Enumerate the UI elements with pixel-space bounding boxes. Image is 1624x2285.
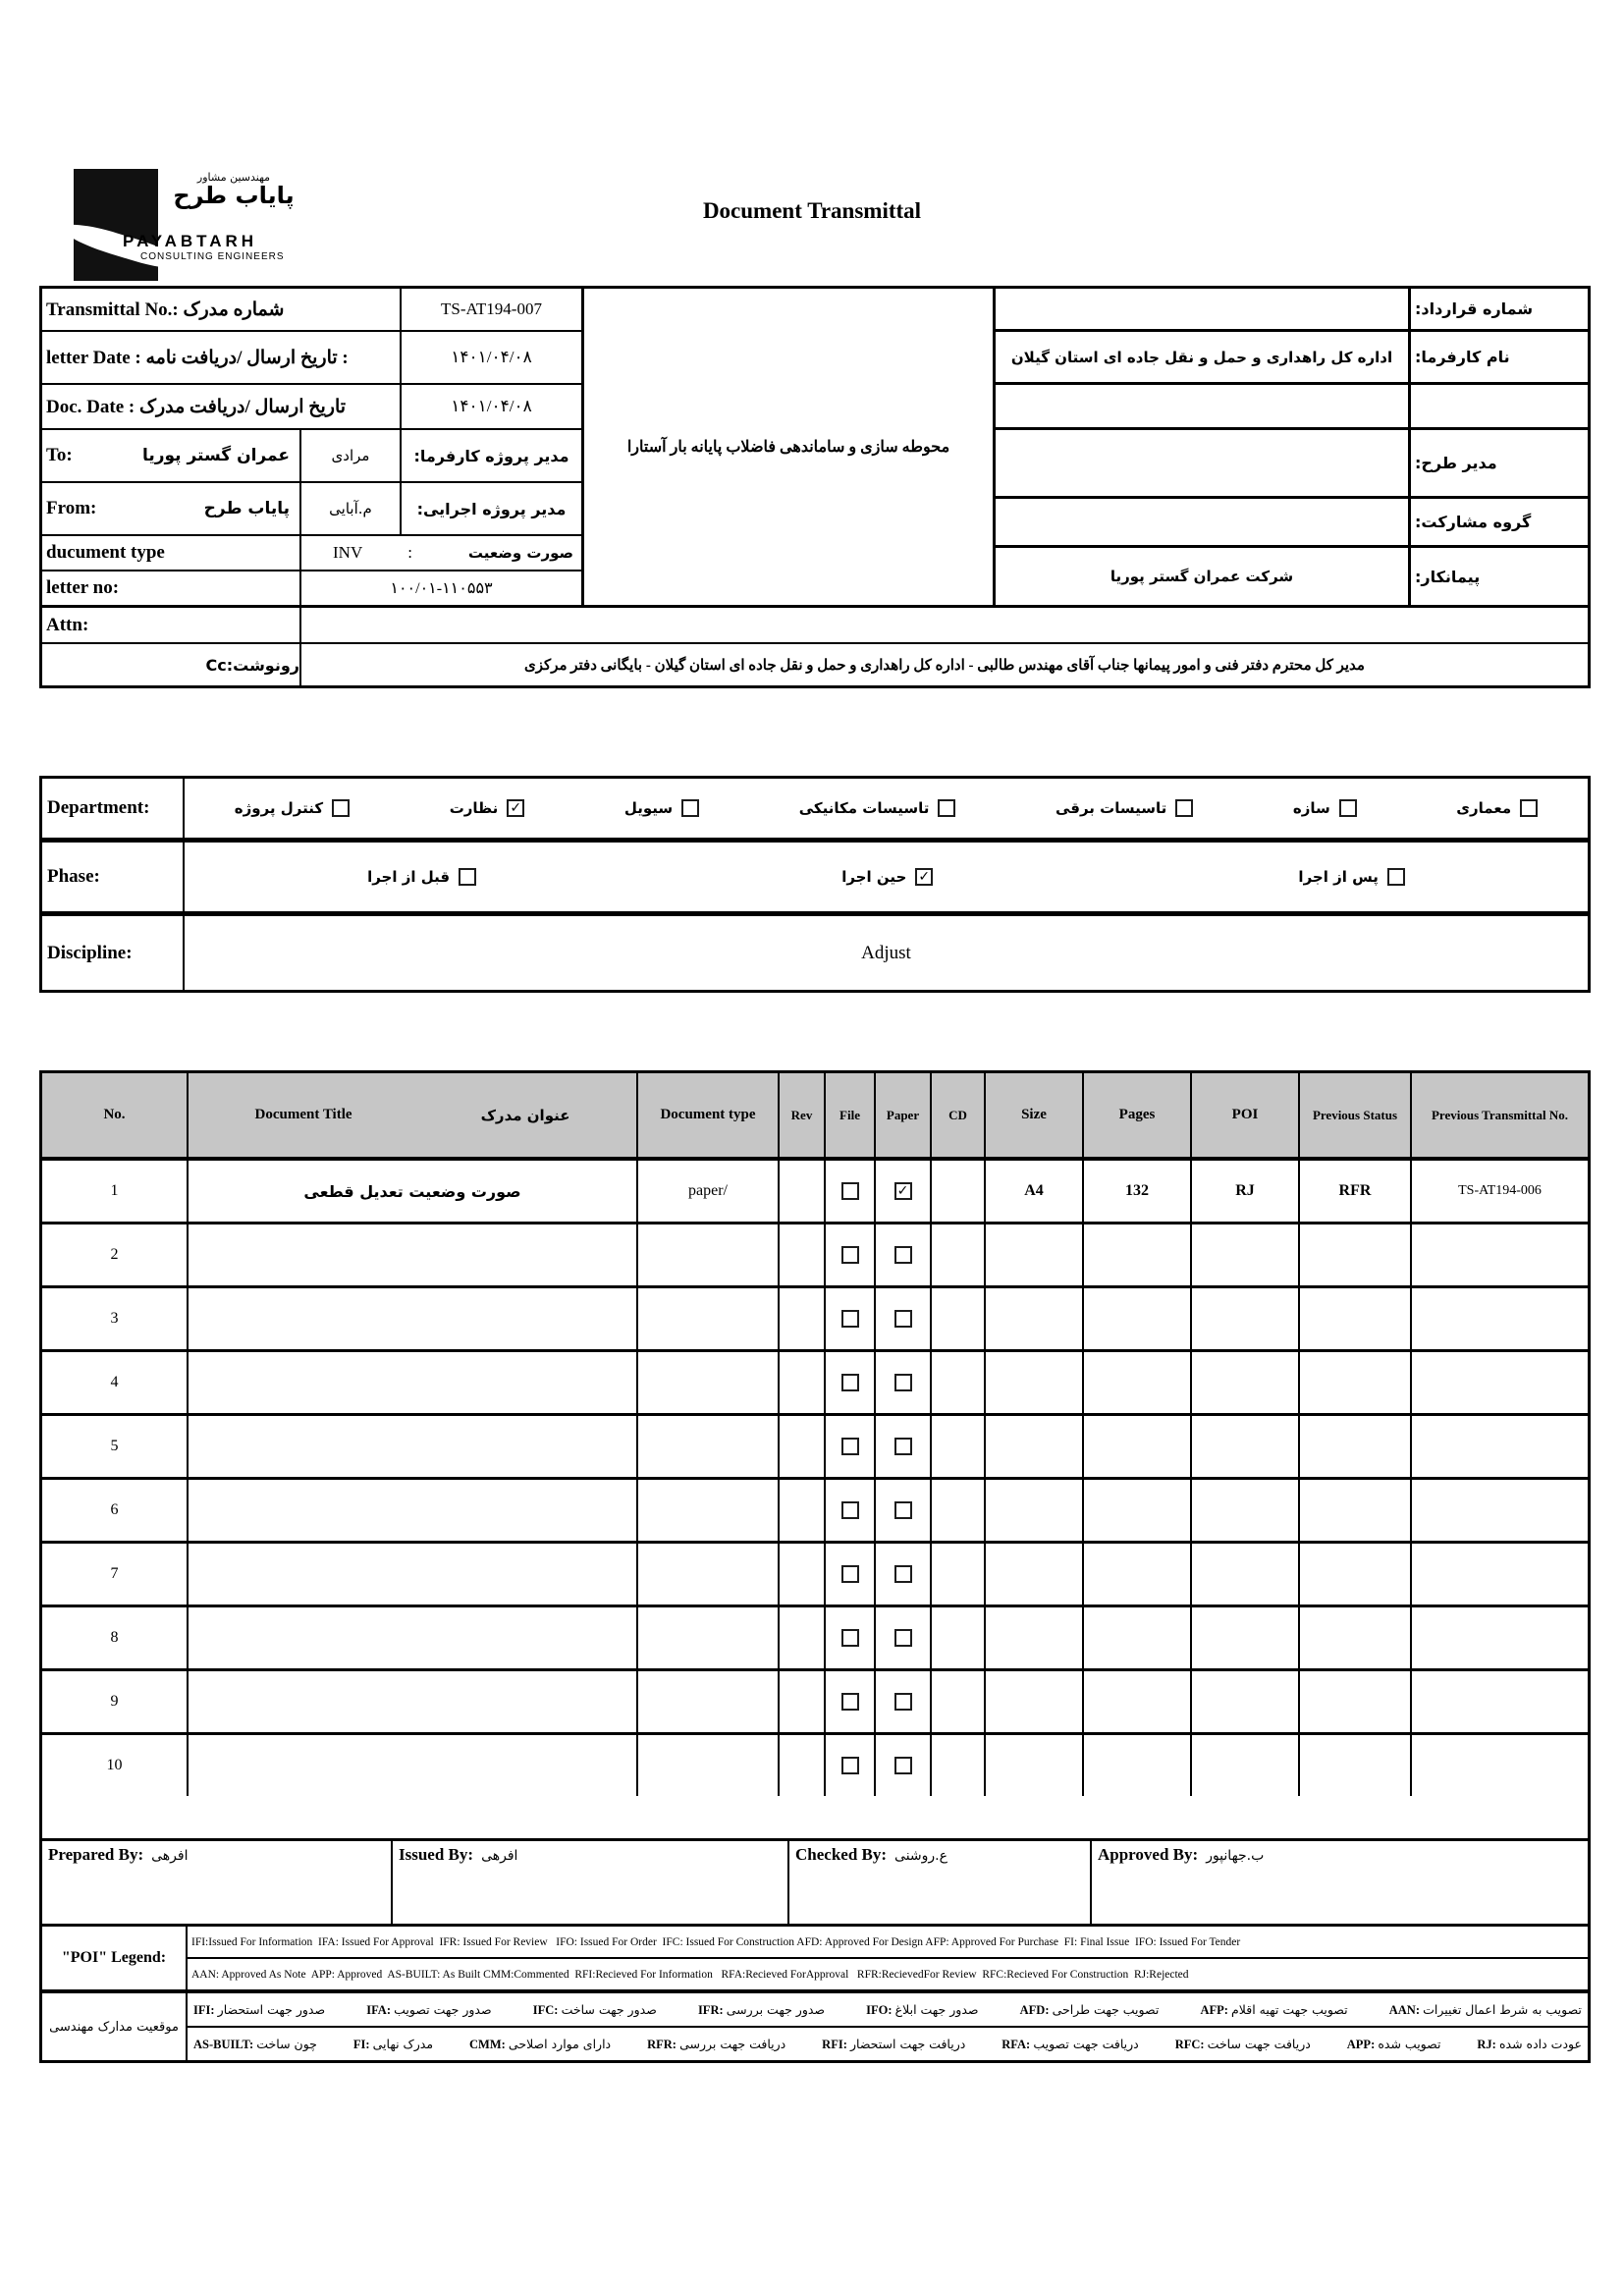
- cell-pages: [1084, 1224, 1192, 1285]
- file-checkbox[interactable]: [841, 1246, 859, 1264]
- contract-label: گروه مشارکت:: [1408, 499, 1588, 545]
- to-role-label: مدیر پروژه کارفرما:: [413, 446, 569, 465]
- cell-rev: [780, 1671, 826, 1732]
- prepared-by-label: Prepared By:: [48, 1845, 144, 1864]
- cell-rev: [780, 1480, 826, 1541]
- contract-row: [996, 430, 1588, 499]
- cell-cd: [932, 1671, 986, 1732]
- approved-by-label: Approved By:: [1098, 1845, 1199, 1864]
- cell-title: [189, 1735, 638, 1796]
- cell-rev: [780, 1544, 826, 1605]
- cell-prev-status: [1300, 1735, 1412, 1796]
- fa-legend-line2: [188, 2028, 1588, 2060]
- table-row: [42, 1671, 1588, 1735]
- fa-legend-item: CMM: دارای موارد اصلاحی: [469, 2036, 612, 2051]
- header-title-fa: عنوان مدرک: [480, 1106, 570, 1124]
- contract-label: پیمانکار:: [1408, 548, 1588, 605]
- cell-no: 3: [42, 1288, 189, 1349]
- cell-file: [826, 1416, 876, 1477]
- contract-label: نام کارفرما:: [1408, 332, 1588, 382]
- table-row: [42, 1735, 1588, 1796]
- transmittal-no-label: Transmittal No.: شماره مدرک: [42, 289, 402, 330]
- doc-date-label: Doc. Date : تاریخ ارسال /دریافت مدرک: [42, 385, 402, 428]
- cell-file: [826, 1224, 876, 1285]
- cell-file: [826, 1480, 876, 1541]
- contract-value: [996, 385, 1408, 427]
- cell-file: [826, 1288, 876, 1349]
- department-checkbox[interactable]: [1175, 799, 1193, 817]
- cell-type: paper/: [638, 1161, 780, 1222]
- contract-row: [996, 499, 1588, 548]
- cell-type: [638, 1288, 780, 1349]
- fa-legend-item: RFC: دریافت جهت ساخت: [1174, 2036, 1311, 2051]
- cell-prev-status: [1300, 1352, 1412, 1413]
- contract-row: [996, 332, 1588, 385]
- cell-rev: [780, 1607, 826, 1668]
- cell-file: [826, 1607, 876, 1668]
- cell-no: 8: [42, 1607, 189, 1668]
- contract-value: [996, 289, 1408, 329]
- document-type-fa: صورت وضعیت: [467, 544, 573, 562]
- company-logo: [74, 165, 368, 288]
- department-item: [1056, 799, 1193, 817]
- cell-type: [638, 1224, 780, 1285]
- file-checkbox[interactable]: [841, 1374, 859, 1391]
- checkbox-label: پس از اجرا: [1298, 868, 1379, 886]
- cell-no: 9: [42, 1671, 189, 1732]
- cell-file: [826, 1671, 876, 1732]
- file-checkbox[interactable]: [841, 1693, 859, 1711]
- cell-poi: [1192, 1671, 1300, 1732]
- contract-row: [996, 385, 1588, 430]
- cell-paper: [876, 1416, 932, 1477]
- table-row: [42, 1161, 1588, 1224]
- cell-prev-transmittal: [1412, 1288, 1588, 1349]
- checkbox-label: قبل از اجرا: [367, 868, 451, 886]
- table-row: [42, 1352, 1588, 1416]
- cell-pages: [1084, 1416, 1192, 1477]
- document-type-value: INV: [333, 543, 363, 562]
- cell-prev-transmittal: [1412, 1544, 1588, 1605]
- file-checkbox[interactable]: [841, 1757, 859, 1774]
- file-checkbox[interactable]: [841, 1438, 859, 1455]
- cell-poi: [1192, 1224, 1300, 1285]
- cell-prev-transmittal: [1412, 1352, 1588, 1413]
- logo-fa-tagline: مهندسین مشاور: [196, 171, 271, 184]
- cell-file: [826, 1352, 876, 1413]
- poi-legend-line1: IFI:Issued For Information IFA: Issued For Approval IFR: Issued For Review IFO: Issued For Order IFC: Issued For Construction AFD: Approved For Design AFP: Approved For Purchase FI: Final Issue IFO: Issued For Tender: [188, 1927, 1588, 1959]
- cell-cd: [932, 1352, 986, 1413]
- cell-paper: [876, 1161, 932, 1222]
- contract-value: شرکت عمران گستر پوریا: [1110, 568, 1294, 585]
- cell-type: [638, 1544, 780, 1605]
- file-checkbox[interactable]: [841, 1565, 859, 1583]
- cell-title: [189, 1671, 638, 1732]
- cell-rev: [780, 1352, 826, 1413]
- cell-file: [826, 1161, 876, 1222]
- from-role-label: مدیر پروژه اجرایی:: [416, 499, 567, 518]
- paper-checkbox[interactable]: [894, 1374, 912, 1391]
- cell-prev-transmittal: [1412, 1671, 1588, 1732]
- logo-en-tagline: CONSULTING ENGINEERS: [140, 251, 285, 262]
- cell-paper: [876, 1352, 932, 1413]
- cell-prev-transmittal: TS-AT194-006: [1458, 1183, 1542, 1198]
- paper-checkbox[interactable]: [894, 1438, 912, 1455]
- cell-type: [638, 1735, 780, 1796]
- cell-cd: [932, 1224, 986, 1285]
- cell-pages: [1084, 1352, 1192, 1413]
- cell-poi: [1192, 1352, 1300, 1413]
- poi-legend: [42, 1927, 1588, 1989]
- cell-no: 1: [42, 1161, 189, 1222]
- table-row: [42, 1288, 1588, 1352]
- document-type-label: ducument type: [42, 536, 301, 570]
- checkbox-label: کنترل پروژه: [234, 799, 324, 817]
- cell-type: [638, 1352, 780, 1413]
- checkbox-label: نظارت: [449, 799, 499, 817]
- project-title-cell: [581, 289, 996, 605]
- cell-poi: [1192, 1607, 1300, 1668]
- header-title-en: Document Title: [254, 1107, 352, 1122]
- cell-size: [986, 1735, 1084, 1796]
- classification-table: [39, 776, 1591, 993]
- fa-legend-item: RJ: عودت داده شده: [1477, 2036, 1582, 2051]
- header-poi: POI: [1192, 1073, 1300, 1157]
- cell-prev-transmittal: [1412, 1224, 1588, 1285]
- fa-legend-item: IFA: صدور جهت تصویب: [366, 2001, 492, 2017]
- cc-label: رونوشت:Cc: [42, 644, 301, 685]
- to-person: مرادی: [301, 430, 402, 481]
- table-row: [42, 1607, 1588, 1671]
- fa-legend-item: AAN: تصویب به شرط اعمال تغییرات: [1388, 2001, 1582, 2017]
- cell-prev-status: [1300, 1416, 1412, 1477]
- letter-date-value: ۱۴۰۱/۰۴/۰۸: [451, 348, 532, 366]
- document-table-body: [42, 1161, 1588, 1796]
- fa-legend-item: IFI: صدور جهت استحضار: [193, 2001, 326, 2017]
- department-item: [235, 799, 350, 817]
- department-item: [450, 799, 525, 817]
- checkbox-label: معماری: [1456, 799, 1512, 817]
- approved-by-name: ب.جهانپور: [1206, 1848, 1265, 1864]
- cell-poi: [1192, 1288, 1300, 1349]
- cell-size: [986, 1607, 1084, 1668]
- to-value: عمران گستر پوریا: [141, 446, 290, 465]
- prepared-by-cell: [42, 1841, 393, 1924]
- cell-paper: [876, 1544, 932, 1605]
- cell-size: [986, 1224, 1084, 1285]
- checkbox-label: حین اجرا: [841, 868, 907, 886]
- cell-cd: [932, 1607, 986, 1668]
- cell-prev-status: [1300, 1288, 1412, 1349]
- contract-row: [996, 289, 1588, 332]
- cell-cd: [932, 1480, 986, 1541]
- cell-title: [189, 1607, 638, 1668]
- cell-cd: [932, 1735, 986, 1796]
- fa-legend: [42, 1989, 1588, 2060]
- letter-no-value: ۱۰۰/۰۱-۱۱۰۵۵۳: [390, 580, 493, 597]
- paper-checkbox[interactable]: [894, 1629, 912, 1647]
- cell-pages: [1084, 1544, 1192, 1605]
- paper-checkbox[interactable]: ✓: [894, 1182, 912, 1200]
- discipline-value: Adjust: [861, 942, 911, 963]
- cell-prev-transmittal: [1412, 1607, 1588, 1668]
- cell-file: [826, 1544, 876, 1605]
- cell-size: [986, 1416, 1084, 1477]
- fa-legend-label: موقعیت مدارک مهندسی: [42, 1993, 188, 2060]
- cell-pages: [1084, 1607, 1192, 1668]
- department-item: [799, 799, 956, 817]
- header-prev-transmittal: Previous Transmittal No.: [1431, 1107, 1569, 1122]
- cell-rev: [780, 1161, 826, 1222]
- from-person: م.آبایی: [301, 483, 402, 534]
- cell-no: 7: [42, 1544, 189, 1605]
- letter-no-label: letter no:: [42, 571, 301, 605]
- header-prev-status: Previous Status: [1300, 1073, 1412, 1157]
- attn-label: Attn:: [42, 608, 301, 642]
- header-cd: CD: [932, 1073, 986, 1157]
- contract-value: [996, 499, 1408, 545]
- cell-pages: [1084, 1735, 1192, 1796]
- phase-label: Phase:: [42, 843, 185, 911]
- checkbox-label: سازه: [1292, 799, 1330, 817]
- doc-date-value: ۱۴۰۱/۰۴/۰۸: [451, 397, 532, 415]
- signature-row: [42, 1841, 1588, 1927]
- file-checkbox[interactable]: [841, 1182, 859, 1200]
- cell-type: [638, 1416, 780, 1477]
- cell-no: 6: [42, 1480, 189, 1541]
- document-table-header: [42, 1073, 1588, 1161]
- cell-poi: [1192, 1544, 1300, 1605]
- cc-value: مدیر کل محترم دفتر فنی و امور پیمانها جناب آقای مهندس طالبی - اداره کل راهداری و حمل و نقل جاده ای استان گیلان - بایگانی دفتر مرکزی: [524, 657, 1365, 674]
- contract-value: اداره کل راهداری و حمل و نقل جاده ای استان گیلان: [1010, 348, 1393, 366]
- phase-checkbox[interactable]: ✓: [915, 868, 933, 886]
- phase-checkbox[interactable]: [1387, 868, 1405, 886]
- cell-size: A4: [986, 1161, 1084, 1222]
- file-checkbox[interactable]: [841, 1310, 859, 1328]
- cell-paper: [876, 1224, 932, 1285]
- table-row: [42, 1480, 1588, 1544]
- cell-no: 2: [42, 1224, 189, 1285]
- paper-checkbox[interactable]: [894, 1565, 912, 1583]
- fa-legend-item: APP: تصویب شده: [1346, 2036, 1441, 2051]
- cell-cd: [932, 1416, 986, 1477]
- phase-checkbox[interactable]: [459, 868, 476, 886]
- fa-legend-item: IFR: صدور جهت بررسی: [697, 2001, 826, 2017]
- cell-size: [986, 1480, 1084, 1541]
- contract-label: [1408, 385, 1588, 427]
- department-label: Department:: [42, 779, 185, 838]
- department-item: [1293, 799, 1357, 817]
- cell-rev: [780, 1224, 826, 1285]
- cell-poi: [1192, 1480, 1300, 1541]
- fa-legend-item: AS-BUILT: چون ساخت: [193, 2036, 317, 2051]
- document-table: [39, 1070, 1591, 2063]
- cell-title: [189, 1224, 638, 1285]
- poi-legend-label: "POI" Legend:: [42, 1927, 188, 1989]
- cell-pages: [1084, 1288, 1192, 1349]
- from-value: پایاب طرح: [203, 499, 290, 518]
- header-pages: Pages: [1084, 1073, 1192, 1157]
- cell-type: [638, 1607, 780, 1668]
- approved-by-cell: [1092, 1841, 1588, 1924]
- checkbox-label: تاسیسات برقی: [1055, 799, 1167, 817]
- issued-by-name: افرهی: [481, 1848, 518, 1864]
- cell-title: [189, 1544, 638, 1605]
- cell-paper: [876, 1671, 932, 1732]
- fa-legend-item: RFA: دریافت جهت تصویب: [1001, 2036, 1139, 2051]
- cell-poi: [1192, 1735, 1300, 1796]
- phase-item: [841, 868, 933, 886]
- cell-prev-transmittal: [1412, 1416, 1588, 1477]
- header-file: File: [826, 1073, 876, 1157]
- checked-by-name: ع.روشنی: [894, 1848, 947, 1864]
- header-rev: Rev: [780, 1073, 826, 1157]
- cell-paper: [876, 1288, 932, 1349]
- issued-by-label: Issued By:: [399, 1845, 474, 1864]
- paper-checkbox[interactable]: [894, 1501, 912, 1519]
- cell-cd: [932, 1288, 986, 1349]
- table-empty-strip: [42, 1796, 1588, 1841]
- checkbox-label: تاسیسات مکانیکی: [798, 799, 930, 817]
- paper-checkbox[interactable]: [894, 1310, 912, 1328]
- document-type-colon: :: [407, 543, 412, 562]
- checked-by-label: Checked By:: [795, 1845, 888, 1864]
- logo-mark-icon: [74, 169, 158, 281]
- checkbox-label: سیویل: [623, 799, 674, 817]
- fa-legend-item: AFP: تصویب جهت تهیه اقلام: [1200, 2001, 1348, 2017]
- header-type: Document type: [638, 1073, 780, 1157]
- cell-paper: [876, 1480, 932, 1541]
- contract-row: [996, 548, 1588, 605]
- issued-by-cell: [393, 1841, 789, 1924]
- cell-prev-status: [1300, 1544, 1412, 1605]
- cell-title: [189, 1416, 638, 1477]
- cell-title: صورت وضعیت تعدیل قطعی: [189, 1161, 638, 1222]
- department-checkbox[interactable]: ✓: [507, 799, 524, 817]
- cell-prev-transmittal: [1412, 1735, 1588, 1796]
- cell-rev: [780, 1735, 826, 1796]
- cell-size: [986, 1352, 1084, 1413]
- cell-title: [189, 1288, 638, 1349]
- logo-fa-name: پایاب طرح: [173, 182, 295, 209]
- cell-no: 4: [42, 1352, 189, 1413]
- fa-legend-item: IFC: صدور جهت ساخت: [532, 2001, 657, 2017]
- info-table: [39, 286, 1591, 688]
- fa-legend-item: RFR: دریافت جهت بررسی: [647, 2036, 786, 2051]
- contract-label: مدیر طرح:: [1408, 430, 1588, 496]
- department-checkbox[interactable]: [681, 799, 699, 817]
- paper-checkbox[interactable]: [894, 1246, 912, 1264]
- cell-type: [638, 1671, 780, 1732]
- department-items: [185, 779, 1588, 838]
- cell-size: [986, 1671, 1084, 1732]
- fa-legend-item: IFO: صدور جهت ابلاغ: [866, 2001, 979, 2017]
- contract-rows: [996, 289, 1588, 605]
- cell-pages: [1084, 1671, 1192, 1732]
- phase-item: [1298, 868, 1404, 886]
- cell-size: [986, 1288, 1084, 1349]
- fa-legend-item: AFD: تصویب جهت طراحی: [1019, 2001, 1160, 2017]
- table-row: [42, 1416, 1588, 1480]
- cell-paper: [876, 1735, 932, 1796]
- header-no: No.: [42, 1073, 189, 1157]
- cell-prev-status: [1300, 1607, 1412, 1668]
- department-checkbox[interactable]: [1520, 799, 1538, 817]
- cell-cd: [932, 1544, 986, 1605]
- table-row: [42, 1544, 1588, 1607]
- department-checkbox[interactable]: [938, 799, 955, 817]
- paper-checkbox[interactable]: [894, 1757, 912, 1774]
- table-row: [42, 1224, 1588, 1288]
- cell-paper: [876, 1607, 932, 1668]
- cell-poi: RJ: [1192, 1161, 1300, 1222]
- paper-checkbox[interactable]: [894, 1693, 912, 1711]
- header-paper: Paper: [876, 1073, 932, 1157]
- cell-prev-status: [1300, 1671, 1412, 1732]
- cell-no: 5: [42, 1416, 189, 1477]
- poi-legend-line2: AAN: Approved As Note APP: Approved AS-BUILT: As Built CMM:Commented RFI:Recieved For Information RFA:Recieved ForApproval RFR:RecievedFor Review RFC:Recieved For Construction RJ:Rejected: [191, 1968, 1189, 1981]
- cell-type: [638, 1480, 780, 1541]
- checked-by-cell: [789, 1841, 1092, 1924]
- department-item: [1456, 799, 1538, 817]
- cell-pages: [1084, 1480, 1192, 1541]
- header-size: Size: [986, 1073, 1084, 1157]
- to-label: To:: [46, 445, 73, 465]
- cell-pages: 132: [1084, 1161, 1192, 1222]
- department-item: [624, 799, 699, 817]
- cell-size: [986, 1544, 1084, 1605]
- fa-legend-item: RFI: دریافت جهت استحضار: [822, 2036, 966, 2051]
- cell-cd: [932, 1161, 986, 1222]
- file-checkbox[interactable]: [841, 1629, 859, 1647]
- phase-items: [185, 843, 1588, 911]
- cell-prev-status: [1300, 1480, 1412, 1541]
- cell-title: [189, 1480, 638, 1541]
- department-checkbox[interactable]: [332, 799, 350, 817]
- fa-legend-item: FI: مدرک نهایی: [352, 2036, 434, 2051]
- cell-rev: [780, 1288, 826, 1349]
- contract-label: شماره قرارداد:: [1408, 289, 1588, 329]
- cell-prev-status: RFR: [1300, 1161, 1412, 1222]
- phase-item: [367, 868, 476, 886]
- cell-prev-status: [1300, 1224, 1412, 1285]
- cell-title: [189, 1352, 638, 1413]
- prepared-by-name: افرهی: [151, 1848, 189, 1864]
- logo-en-name: PAYABTARH: [123, 232, 258, 250]
- contract-value: [996, 430, 1408, 496]
- file-checkbox[interactable]: [841, 1501, 859, 1519]
- transmittal-no-value: TS-AT194-007: [441, 299, 542, 318]
- letter-date-label: letter Date : تاریخ ارسال /دریافت نامه :: [42, 332, 402, 383]
- cell-prev-transmittal: [1412, 1480, 1588, 1541]
- project-title: محوطه سازی و ساماندهی فاضلاب پایانه بار آستارا: [626, 439, 950, 456]
- page-title: Document Transmittal: [702, 198, 922, 223]
- cell-rev: [780, 1416, 826, 1477]
- cell-poi: [1192, 1416, 1300, 1477]
- department-checkbox[interactable]: [1339, 799, 1357, 817]
- cell-no: 10: [42, 1735, 189, 1796]
- cell-file: [826, 1735, 876, 1796]
- discipline-label: Discipline:: [42, 916, 185, 990]
- from-label: From:: [46, 498, 97, 518]
- fa-legend-line1: [188, 1993, 1588, 2028]
